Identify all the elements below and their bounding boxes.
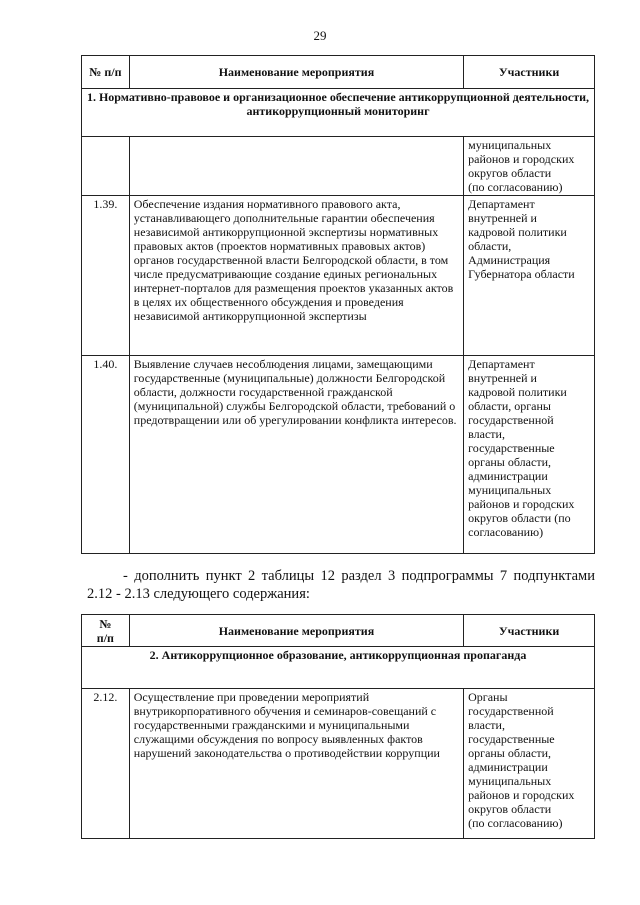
table-header-row [82, 615, 595, 647]
section-title: 2. Антикоррупционное образование, антикоррупционная пропаганда [82, 647, 595, 689]
table-row [82, 356, 595, 554]
table-row [82, 137, 595, 196]
section-row [82, 89, 595, 137]
table-header-row [82, 56, 595, 89]
header-participants: Участники [464, 615, 595, 647]
header-num: № п/п [82, 56, 130, 89]
amendment-paragraph: - дополнить пункт 2 таблицы 12 раздел 3 подпрограммы 7 подпунктами 2.12 - 2.13 следующего содержания: [87, 568, 595, 602]
row-participants: Департамент внутренней и кадровой политики области, органы государственной власти, государственные органы области, администрации муниципальных районов и городских округов области (по согласованию) [464, 356, 595, 554]
table-row [82, 196, 595, 356]
table-row [82, 689, 595, 839]
header-action: Наименование мероприятия [129, 615, 463, 647]
section-title: 1. Нормативно-правовое и организационное обеспечение антикоррупционной деятельности, антикоррупционный мониторинг [82, 89, 595, 137]
row-participants: Департамент внутренней и кадровой политики области, Администрация Губернатора области [464, 196, 595, 356]
section-row [82, 647, 595, 689]
activities-table-1 [81, 55, 595, 554]
row-participants: муниципальных районов и городских округов области (по согласованию) [464, 137, 595, 196]
header-num: № п/п [82, 615, 130, 647]
header-participants: Участники [464, 56, 595, 89]
row-num: 2.12. [82, 689, 130, 839]
header-action: Наименование мероприятия [129, 56, 463, 89]
row-action: Обеспечение издания нормативного правового акта, устанавливающего дополнительные гарантии обеспечения независимой антикоррупционной экспертизы нормативных правовых актов (проектов нормативных правовых актов) органов государственной власти Белгородской области, в том числе предусматривающие создание единых региональных интернет-порталов для размещения проектов указанных актов в целях их общественного обсуждения и проведения независимой антикоррупционной экспертизы [129, 196, 463, 356]
row-action: Осуществление при проведении мероприятий внутрикорпоративного обучения и семинаров-совещаний с государственными гражданскими и муниципальными служащими обсуждения по вопросу выявленных фактов нарушений законодательства о противодействии коррупции [129, 689, 463, 839]
row-num: 1.39. [82, 196, 130, 356]
row-num [82, 137, 130, 196]
page-number: 29 [313, 28, 327, 43]
activities-table-2 [81, 614, 595, 839]
row-participants: Органы государственной власти, государственные органы области, администрации муниципальных районов и городских округов области (по согласованию) [464, 689, 595, 839]
row-num: 1.40. [82, 356, 130, 554]
row-action [129, 137, 463, 196]
row-action: Выявление случаев несоблюдения лицами, замещающими государственные (муниципальные) должности Белгородской области, должности государственной гражданской (муниципальной) службы Белгородской области, требований о предотвращении или об урегулировании конфликта интересов. [129, 356, 463, 554]
